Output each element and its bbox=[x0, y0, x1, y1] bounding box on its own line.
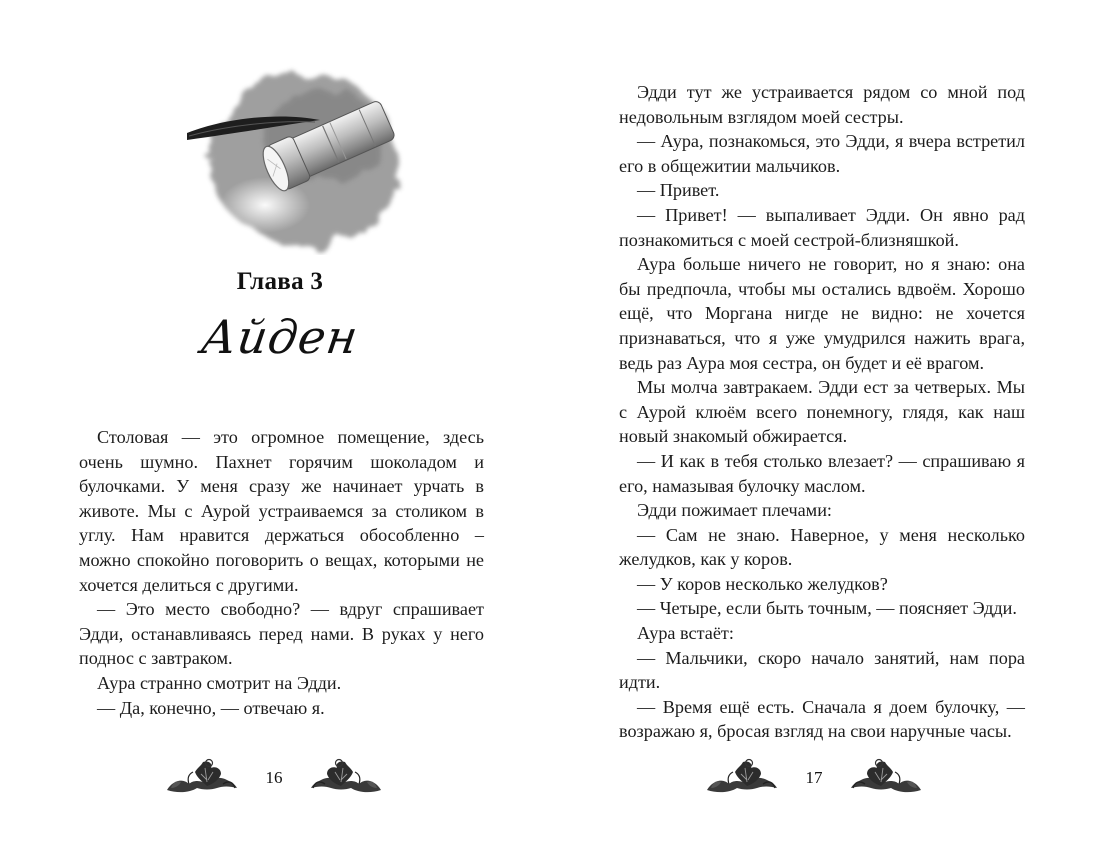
paragraph: Мы молча завтракаем. Эдди ест за четверых. Мы с Аурой клюём всего понемногу, глядя, как наш новый знакомый обжирается. bbox=[619, 377, 1025, 447]
vine-leaf-ornament-icon bbox=[163, 758, 239, 798]
paragraph: Эдди тут же устраивается рядом со мной под недовольным взглядом моей сестры. bbox=[619, 82, 1025, 127]
paragraph: — Мальчики, скоро начало занятий, нам пора идти. bbox=[619, 647, 1025, 693]
paragraph: — Сам не знаю. Наверное, у меня несколько желудков, как у коров. bbox=[619, 524, 1025, 570]
paragraph: Эдди пожимает плечами: bbox=[637, 500, 832, 521]
page-number: 16 bbox=[265, 768, 283, 787]
paragraph: Аура странно смотрит на Эдди. bbox=[97, 672, 342, 693]
chapter-number: Глава 3 bbox=[236, 268, 324, 295]
flashlight-icon bbox=[185, 40, 415, 255]
paragraph: — Да, конечно, — отвечаю я. bbox=[97, 697, 325, 718]
paragraph: — У коров несколько желудков? bbox=[637, 573, 888, 594]
page-number: 17 bbox=[805, 768, 823, 787]
paragraph: — И как в тебя столько влезает? — спрашиваю я его, намазывая булочку маслом. bbox=[619, 450, 1025, 496]
paragraph: — Привет. bbox=[637, 180, 720, 201]
vine-leaf-ornament-icon bbox=[849, 758, 925, 798]
paragraph: — Время ещё есть. Сначала я доем булочку, — возражаю я, бросая взгляд на свои наручные часы. bbox=[619, 696, 1025, 742]
paragraph: Аура больше ничего не говорит, но я знаю: она бы предпочла, чтобы мы остались вдвоём. Хорошо ещё, что Моргана нигде не видно: не хочется признаваться, что я уже умудрился нажить врага, ведь раз Аура моя сестра, он будет и её врагом. bbox=[619, 254, 1025, 373]
left-page-footer bbox=[163, 758, 385, 798]
paragraph: — Аура, познакомься, это Эдди, я вчера встретил его в общежитии мальчиков. bbox=[619, 131, 1025, 176]
paragraph: — Это место свободно? — вдруг спрашивает Эдди, останавливаясь перед нами. В руках у него поднос с завтраком. bbox=[79, 599, 484, 669]
flashlight-illustration bbox=[185, 40, 415, 255]
left-page-body bbox=[79, 425, 484, 720]
paragraph: — Четыре, если быть точным, — поясняет Эдди. bbox=[637, 598, 1017, 619]
paragraph: — Привет! — выпаливает Эдди. Он явно рад познакомиться с моей сестрой-близняшкой. bbox=[619, 204, 1025, 250]
vine-leaf-ornament-icon bbox=[703, 758, 779, 798]
paragraph: Аура встаёт: bbox=[637, 623, 734, 644]
paragraph: Столовая — это огромное помещение, здесь очень шумно. Пахнет горячим шоколадом и булочками. У меня сразу же начинает урчать в животе. Мы с Аурой устраиваемся за столиком в углу. Нам нравится держаться обособленно – можно спокойно поговорить о вещах, которыми не хочется делиться с другими. bbox=[79, 427, 484, 595]
right-page bbox=[550, 0, 1100, 845]
chapter-title: Айден bbox=[198, 310, 362, 364]
right-page-body bbox=[619, 80, 1025, 744]
vine-leaf-ornament-icon bbox=[309, 758, 385, 798]
right-page-footer bbox=[703, 758, 925, 798]
